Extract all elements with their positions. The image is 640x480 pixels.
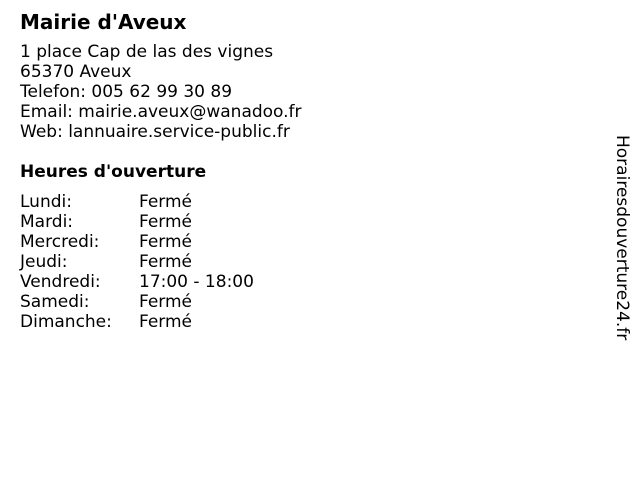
day-hours: Fermé [139, 212, 193, 232]
hours-row-monday [20, 192, 600, 212]
hours-row-sunday [20, 312, 600, 332]
day-label: Lundi: [20, 192, 72, 212]
hours-row-thursday [20, 252, 600, 272]
day-label: Jeudi: [20, 252, 68, 272]
day-label: Mercredi: [20, 232, 100, 252]
side-brand [612, 135, 632, 375]
email-line: Email: mairie.aveux@wanadoo.fr [20, 102, 302, 122]
contact-block [20, 42, 600, 142]
web-line: Web: lannuaire.service-public.fr [20, 122, 290, 142]
day-hours: 17:00 - 18:00 [139, 272, 254, 292]
hours-row-saturday [20, 292, 600, 312]
day-label: Dimanche: [20, 312, 112, 332]
day-hours: Fermé [139, 232, 193, 252]
brand-watermark-text: Horairesdouverture24.fr [612, 135, 632, 341]
day-label: Samedi: [20, 292, 90, 312]
day-hours: Fermé [139, 292, 193, 312]
address-city: 65370 Aveux [20, 62, 132, 82]
hours-row-tuesday [20, 212, 600, 232]
day-hours: Fermé [139, 312, 193, 332]
hours-row-friday [20, 272, 600, 292]
day-label: Mardi: [20, 212, 74, 232]
hours-row-wednesday [20, 232, 600, 252]
day-label: Vendredi: [20, 272, 101, 292]
day-hours: Fermé [139, 192, 193, 212]
day-hours: Fermé [139, 252, 193, 272]
opening-hours-title: Heures d'ouverture [20, 162, 207, 182]
office-card [20, 8, 600, 332]
phone-line: Telefon: 005 62 99 30 89 [20, 82, 233, 102]
address-street: 1 place Cap de las des vignes [20, 42, 274, 62]
office-name: Mairie d'Aveux [20, 10, 187, 34]
opening-hours-list [20, 192, 600, 332]
